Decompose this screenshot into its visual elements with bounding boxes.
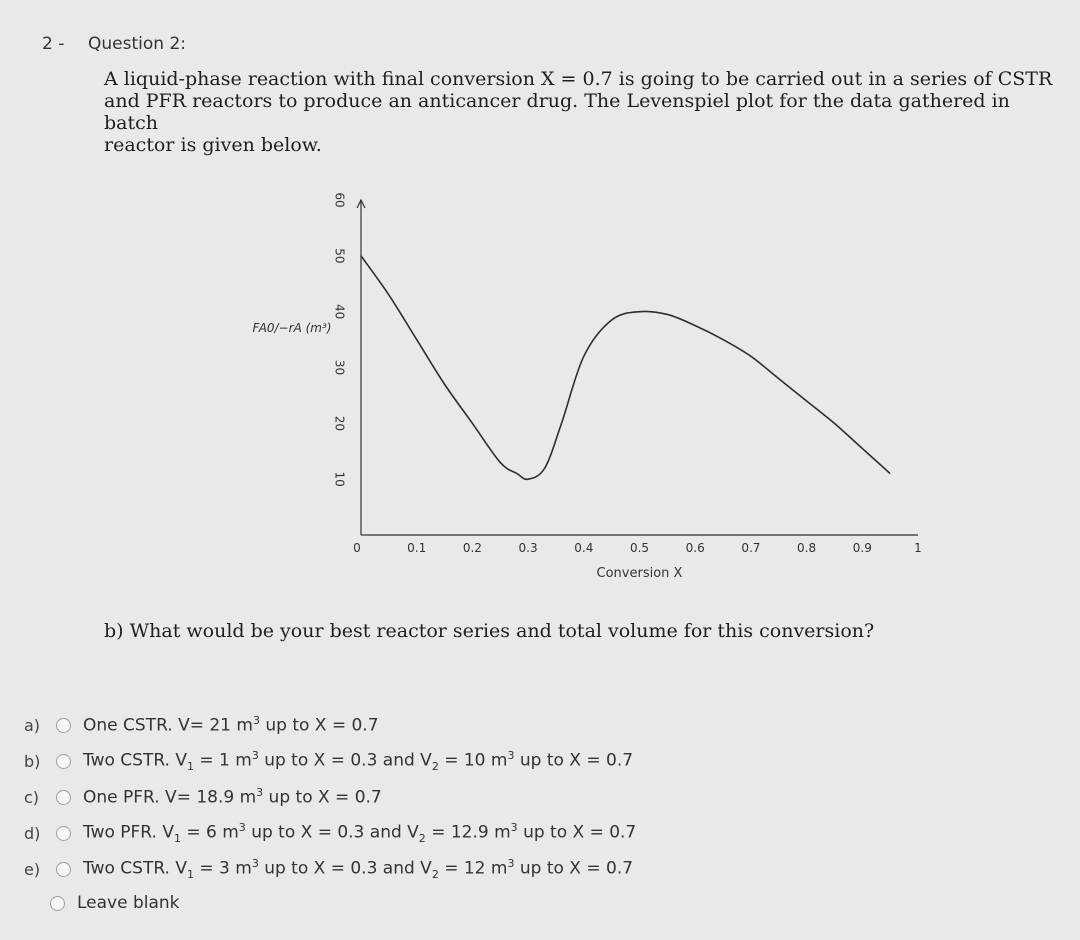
option-letter: c) bbox=[24, 787, 40, 807]
superscript: 3 bbox=[510, 820, 518, 834]
option-letter: b) bbox=[24, 751, 41, 771]
option-letter: d) bbox=[24, 823, 41, 843]
x-tick-label: 0.5 bbox=[629, 541, 650, 555]
radio-button[interactable] bbox=[56, 754, 71, 769]
answer-option-b[interactable] bbox=[24, 746, 633, 776]
radio-button[interactable] bbox=[56, 790, 71, 805]
superscript: 3 bbox=[238, 820, 246, 834]
x-tick-label: 0.2 bbox=[462, 541, 482, 555]
option-text: Two CSTR. $V_1 = 1$ $m^3$ up to X = 0.3 and $V_2 = 10$ $m^3$ up to X = 0.7 bbox=[83, 748, 634, 774]
problem-line: and PFR reactors to produce an anticancer drug. The Levenspiel plot for the data gathered in batch bbox=[104, 90, 1010, 134]
option-text: Leave blank bbox=[77, 893, 180, 913]
question-title: Question 2: bbox=[88, 34, 186, 54]
superscript: 3 bbox=[507, 856, 515, 870]
subscript: 1 bbox=[186, 760, 194, 774]
problem-statement bbox=[104, 68, 1064, 156]
option-text: One CSTR. V= 21 $m^3$ up to X = 0.7 bbox=[83, 714, 379, 736]
answer-option-e[interactable] bbox=[24, 854, 633, 884]
answer-option-leave-blank[interactable] bbox=[24, 888, 180, 918]
problem-line: A liquid-phase reaction with final conversion X = 0.7 is going to be carried out in a series of CSTR bbox=[104, 68, 1053, 90]
subscript: 1 bbox=[173, 832, 181, 846]
subscript: 2 bbox=[431, 760, 439, 774]
x-tick-label: 0.7 bbox=[741, 541, 761, 555]
question-part-b: b) What would be your best reactor series and total volume for this conversion? bbox=[104, 620, 875, 642]
y-tick-label: 50 bbox=[332, 248, 347, 264]
x-tick-label: 0.1 bbox=[407, 541, 427, 555]
levenspiel-plot bbox=[0, 180, 1080, 590]
problem-line: reactor is given below. bbox=[104, 134, 322, 156]
y-tick-label: 30 bbox=[332, 359, 347, 376]
question-number: 2 - bbox=[42, 34, 65, 54]
subscript: 2 bbox=[418, 832, 426, 846]
x-tick-label: 1 bbox=[914, 541, 922, 555]
superscript: 3 bbox=[251, 748, 259, 762]
radio-button[interactable] bbox=[56, 826, 71, 841]
option-text: Two CSTR. $V_1 = 3$ $m^3$ up to X = 0.3 and $V_2 = 12$ $m^3$ up to X = 0.7 bbox=[83, 856, 634, 882]
subscript: 1 bbox=[186, 868, 194, 882]
radio-button[interactable] bbox=[56, 862, 71, 877]
x-tick-label: 0.8 bbox=[797, 541, 817, 555]
x-tick-label: 0.3 bbox=[518, 541, 538, 555]
superscript: 3 bbox=[256, 786, 264, 800]
radio-button[interactable] bbox=[50, 896, 65, 911]
x-axis-label: Conversion X bbox=[596, 566, 683, 581]
y-axis-label: FA0/−rA (m³) bbox=[252, 321, 332, 335]
y-tick-label: 40 bbox=[332, 304, 347, 320]
option-letter: e) bbox=[24, 859, 41, 879]
subscript: 2 bbox=[431, 868, 439, 882]
levenspiel-chart-svg bbox=[0, 180, 1080, 590]
y-tick-label: 10 bbox=[332, 471, 347, 487]
answer-option-c[interactable] bbox=[24, 782, 382, 812]
y-tick-label: 20 bbox=[332, 415, 347, 431]
x-tick-label: 0.9 bbox=[852, 541, 872, 555]
x-tick-label: 0 bbox=[353, 541, 361, 555]
option-text: One PFR. V= 18.9 $m^3$ up to X = 0.7 bbox=[83, 786, 382, 808]
y-tick-label: 60 bbox=[332, 192, 347, 208]
levenspiel-curve bbox=[361, 256, 890, 479]
superscript: 3 bbox=[251, 856, 259, 870]
x-tick-label: 0.4 bbox=[574, 541, 594, 555]
superscript: 3 bbox=[507, 748, 515, 762]
radio-button[interactable] bbox=[56, 718, 71, 733]
x-tick-label: 0.6 bbox=[685, 541, 705, 555]
answer-option-a[interactable] bbox=[24, 710, 379, 740]
answer-option-d[interactable] bbox=[24, 818, 636, 848]
superscript: 3 bbox=[252, 714, 260, 728]
option-letter: a) bbox=[24, 715, 41, 735]
option-text: Two PFR. $V_1 = 6$ $m^3$ up to X = 0.3 and $V_2 = 12.9$ $m^3$ up to X = 0.7 bbox=[83, 820, 637, 846]
